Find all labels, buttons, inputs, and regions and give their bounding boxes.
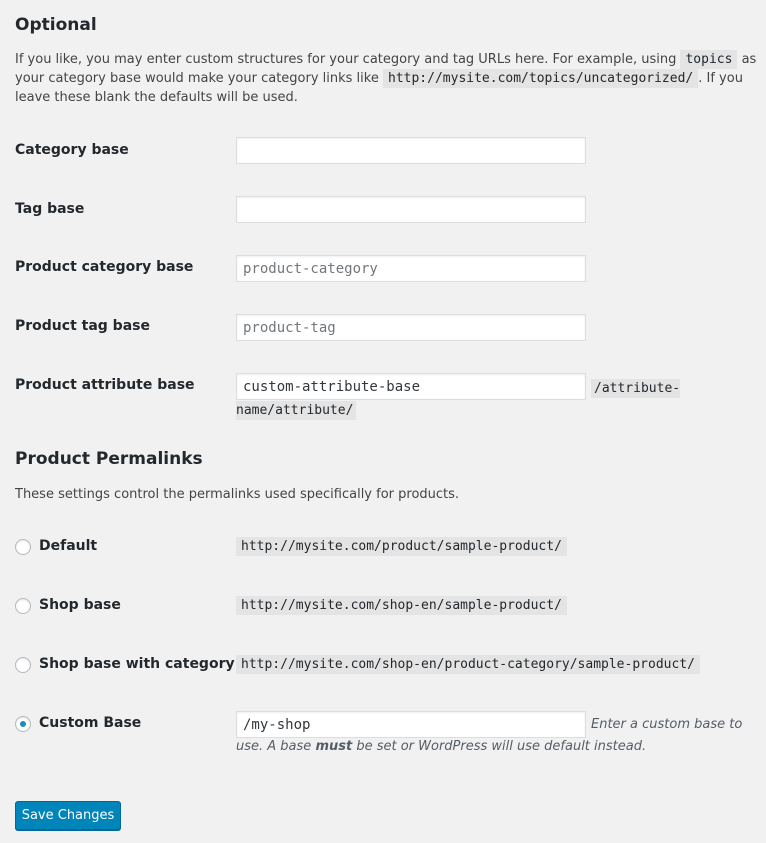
shop-base-label[interactable]: Shop base — [39, 597, 121, 613]
tag-base-label: Tag base — [15, 201, 85, 217]
shop-base-example: http://mysite.com/shop-en/sample-product/ — [236, 596, 567, 615]
custom-desc-bold: must — [315, 739, 353, 754]
product-tag-base-label: Product tag base — [15, 318, 150, 334]
intro-text-3: . If you leave these blank the defaults will be used. — [15, 71, 743, 105]
default-label[interactable]: Default — [39, 538, 98, 554]
shop-base-category-radio[interactable] — [15, 657, 31, 673]
intro-text-1: If you like, you may enter custom structures for your category and tag URLs here. For example, using — [15, 52, 677, 67]
product-permalinks-heading: Product Permalinks — [15, 449, 203, 469]
category-base-label: Category base — [15, 142, 129, 158]
attribute-base-suffix-wrap — [236, 378, 686, 422]
optional-heading: Optional — [15, 15, 97, 35]
default-example: http://mysite.com/product/sample-product/ — [236, 537, 567, 556]
product-category-base-label: Product category base — [15, 259, 194, 275]
intro-code-url: http://mysite.com/topics/uncategorized/ — [383, 69, 698, 88]
custom-desc-1: Enter a custom base to use. A base — [236, 717, 743, 754]
shop-base-category-label[interactable]: Shop base with category — [39, 656, 235, 672]
save-changes-button[interactable]: Save Changes — [15, 801, 121, 830]
default-radio[interactable] — [15, 539, 31, 555]
product-attribute-base-label: Product attribute base — [15, 377, 195, 393]
custom-base-label[interactable]: Custom Base — [39, 715, 142, 731]
optional-intro — [15, 50, 760, 107]
custom-base-description — [236, 714, 766, 758]
custom-base-radio[interactable] — [15, 716, 31, 732]
custom-desc-2: be set or WordPress will use default instead. — [356, 739, 647, 754]
intro-code-topics: topics — [680, 50, 737, 69]
product-category-base-input[interactable] — [236, 255, 586, 282]
product-tag-base-input[interactable] — [236, 314, 586, 341]
intro-text-2: as your category base would make your category links like — [15, 52, 757, 86]
shop-base-radio[interactable] — [15, 598, 31, 614]
tag-base-input[interactable] — [236, 196, 586, 223]
shop-base-category-example: http://mysite.com/shop-en/product-category/sample-product/ — [236, 655, 700, 674]
attribute-base-suffix: /attribute-name/attribute/ — [236, 381, 681, 418]
permalinks-intro: These settings control the permalinks used specifically for products. — [15, 487, 460, 502]
category-base-input[interactable] — [236, 137, 586, 164]
